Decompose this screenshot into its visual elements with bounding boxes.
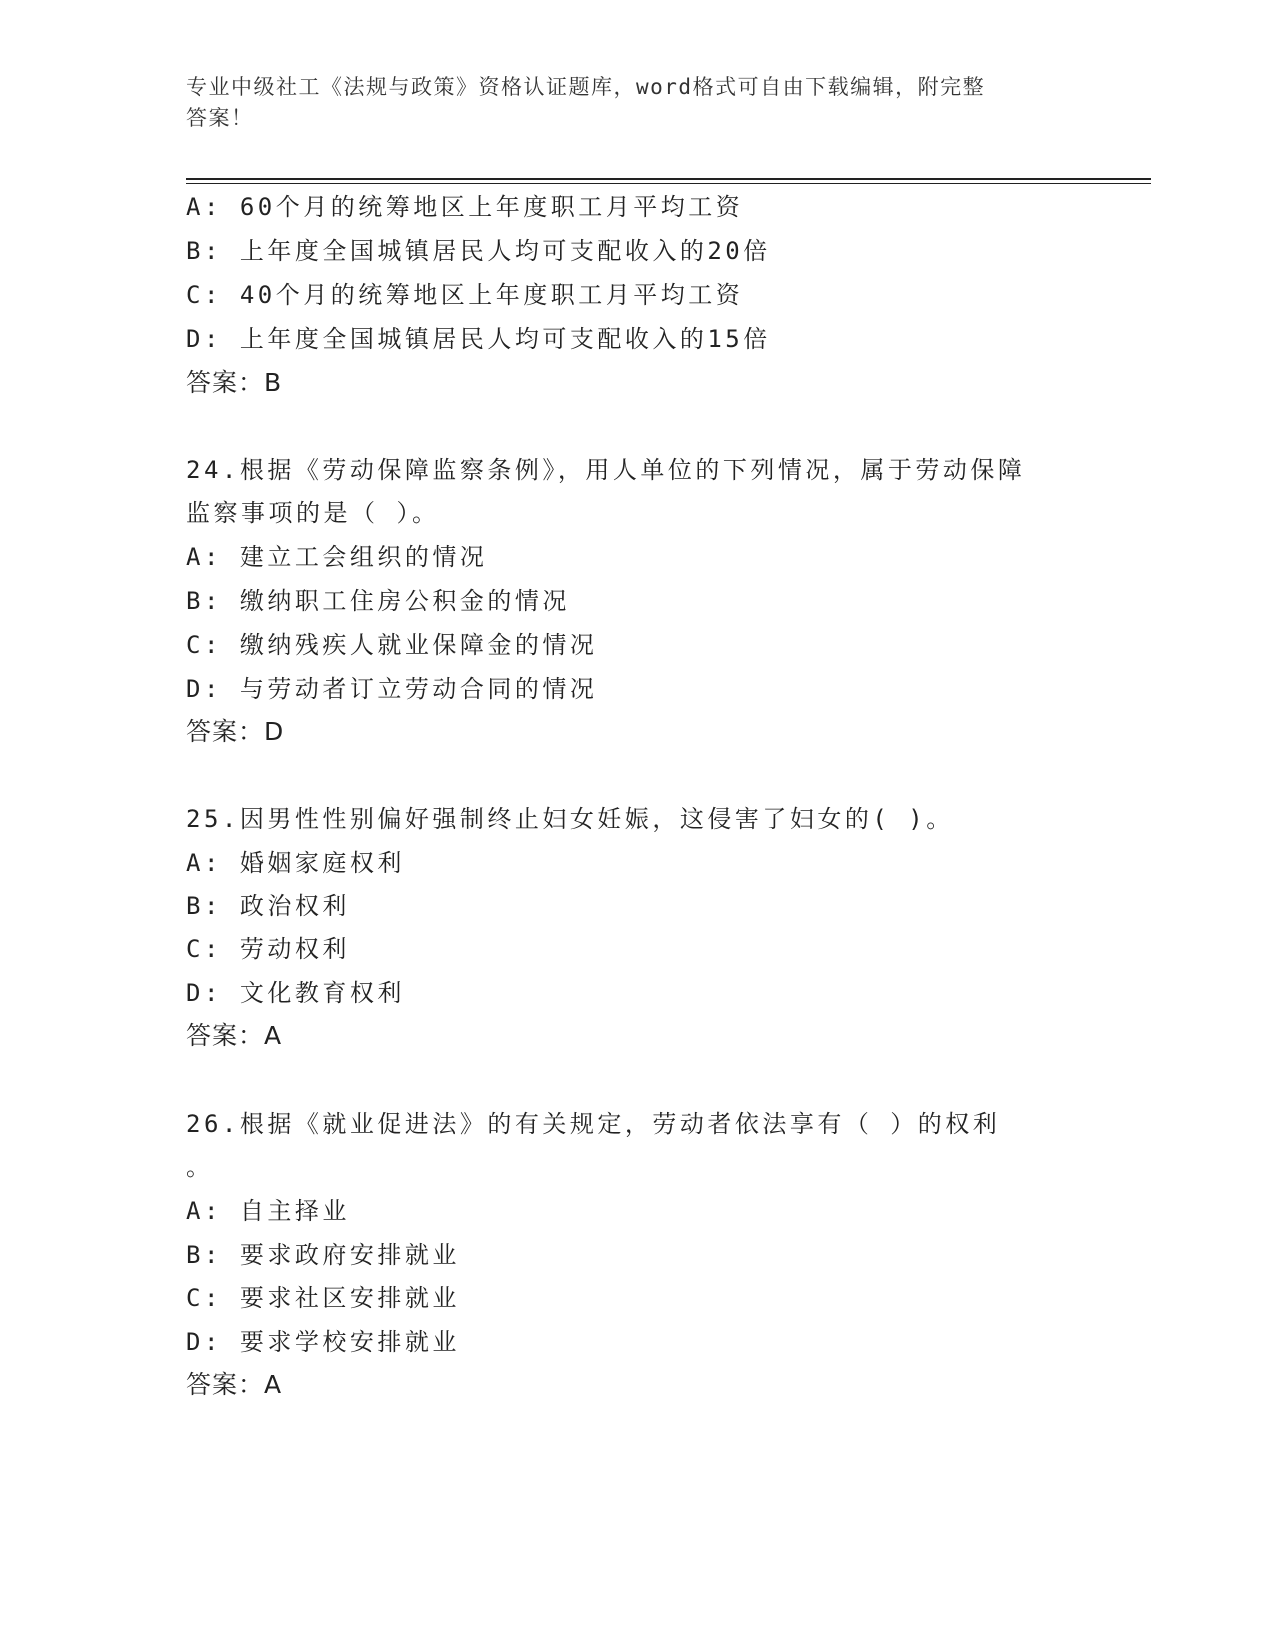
document-header <box>186 72 1066 134</box>
header-divider-thick <box>186 178 1151 180</box>
q26-stem-line-1: 26.根据《就业促进法》的有关规定，劳动者依法享有（ ）的权利 <box>186 1110 1001 1138</box>
q26-option-a: A: 自主择业 <box>186 1197 350 1225</box>
header-line-2: 答案！ <box>186 106 254 130</box>
q24-option-d: D: 与劳动者订立劳动合同的情况 <box>186 675 598 703</box>
q24-stem-line-1: 24.根据《劳动保障监察条例》，用人单位的下列情况，属于劳动保障 <box>186 456 1026 484</box>
q23-option-c: C: 40个月的统筹地区上年度职工月平均工资 <box>186 281 744 309</box>
q24-option-c: C: 缴纳残疾人就业保障金的情况 <box>186 631 598 659</box>
q23-answer: 答案：B <box>186 368 283 397</box>
q25-option-d: D: 文化教育权利 <box>186 979 405 1007</box>
q26-stem-line-2: 。 <box>186 1153 214 1181</box>
q23-option-a: A: 60个月的统筹地区上年度职工月平均工资 <box>186 193 744 221</box>
q26-option-b: B: 要求政府安排就业 <box>186 1241 460 1269</box>
q23-option-d: D: 上年度全国城镇居民人均可支配收入的15倍 <box>186 325 771 353</box>
header-line-1: 专业中级社工《法规与政策》资格认证题库，word格式可自由下载编辑，附完整 <box>186 75 986 99</box>
q24-answer: 答案：D <box>186 717 285 746</box>
header-divider-thin <box>186 183 1151 184</box>
q26-option-d: D: 要求学校安排就业 <box>186 1328 460 1356</box>
q24-option-b: B: 缴纳职工住房公积金的情况 <box>186 587 570 615</box>
q25-option-a: A: 婚姻家庭权利 <box>186 849 405 877</box>
q24-option-a: A: 建立工会组织的情况 <box>186 543 488 571</box>
q25-answer: 答案：A <box>186 1021 283 1050</box>
q24-stem-line-2: 监察事项的是（ ）。 <box>186 499 440 527</box>
q26-option-c: C: 要求社区安排就业 <box>186 1284 460 1312</box>
q25-option-c: C: 劳动权利 <box>186 935 350 963</box>
q26-answer: 答案：A <box>186 1370 283 1399</box>
q25-stem-line-1: 25.因男性性别偏好强制终止妇女妊娠，这侵害了妇女的( )。 <box>186 805 954 833</box>
q23-option-b: B: 上年度全国城镇居民人均可支配收入的20倍 <box>186 237 771 265</box>
q25-option-b: B: 政治权利 <box>186 892 350 920</box>
